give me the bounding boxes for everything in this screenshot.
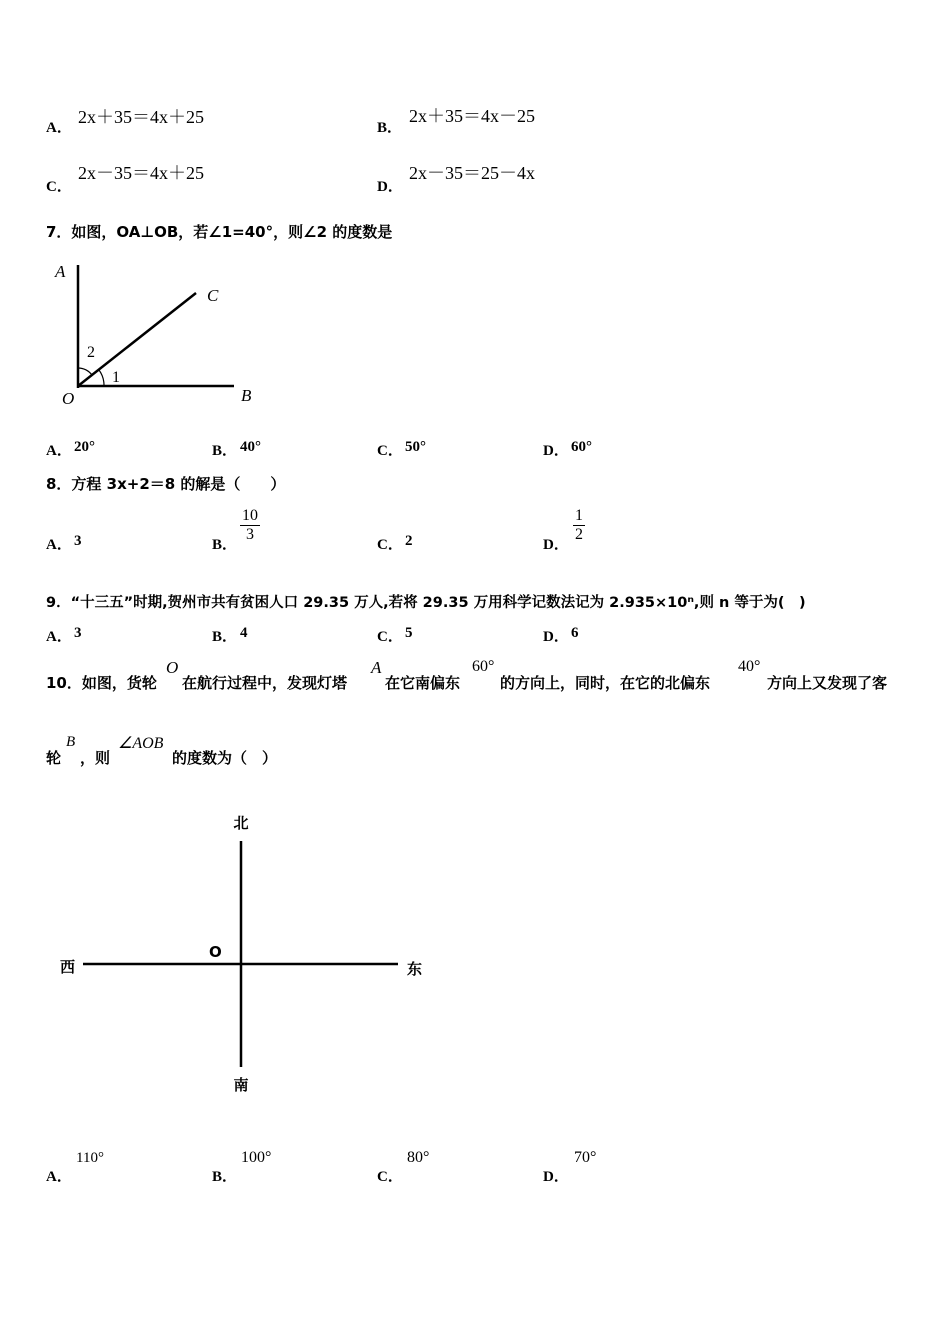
q10-compass-figure xyxy=(50,805,440,1100)
q6-option-d-label: D． xyxy=(377,179,403,195)
q10-stem-part-3: 在它南偏东 xyxy=(385,674,461,692)
origin-label: O xyxy=(209,943,222,961)
q10-option-c-label: C． xyxy=(377,1169,403,1185)
q8-option-d-label: D． xyxy=(543,537,569,553)
q10-option-d-label: D． xyxy=(543,1169,569,1185)
q10-stem-part-5: 方向上又发现了客 xyxy=(767,674,888,692)
q7-option-a-label: A． xyxy=(46,443,72,459)
q6-option-a-equation: 2x＋35＝4x＋25 xyxy=(78,107,204,127)
q6-option-b-label: B． xyxy=(377,120,403,136)
fraction-numerator: 1 xyxy=(575,507,583,524)
q7-option-b-value: 40° xyxy=(240,439,261,455)
q9-stem: 9．“十三五”时期,贺州市共有贫困人口 29.35 万人,若将 29.35 万用科学记数法记为 2.935×10ⁿ,则 n 等于为( ) xyxy=(46,595,806,611)
q10-option-a-value: 110° xyxy=(76,1150,104,1166)
q6-option-b-equation: 2x＋35＝4x－25 xyxy=(409,106,535,126)
q9-option-d-value: 6 xyxy=(571,625,579,641)
q10-stem-part-2: 在航行过程中，发现灯塔 xyxy=(182,674,348,692)
q7-option-d-value: 60° xyxy=(571,439,592,455)
q7-stem: 7．如图，OA⊥OB，若∠1=40°，则∠2 的度数是 xyxy=(46,223,393,241)
east-label: 东 xyxy=(407,960,423,978)
angle-1-arc xyxy=(99,370,104,386)
q10-symbol-a: A xyxy=(371,658,382,677)
q10-angle-40: 40° xyxy=(738,658,761,675)
q9-option-c-label: C． xyxy=(377,629,403,645)
q8-option-a-label: A． xyxy=(46,537,72,553)
angle-1-label: 1 xyxy=(112,369,120,386)
q6-option-c-equation: 2x－35＝4x＋25 xyxy=(78,163,204,183)
q7-angle-figure xyxy=(40,255,270,415)
q7-option-a-value: 20° xyxy=(74,439,95,455)
q6-option-a-label: A． xyxy=(46,120,72,136)
q10-option-c-value: 80° xyxy=(407,1149,430,1166)
point-c-label: C xyxy=(207,286,219,305)
q7-option-b-label: B． xyxy=(212,443,238,459)
q10-option-a-label: A． xyxy=(46,1169,72,1185)
fraction-denominator: 2 xyxy=(575,526,583,543)
q10-option-b-label: B． xyxy=(212,1169,238,1185)
ray-oc xyxy=(78,293,196,386)
q9-option-d-label: D． xyxy=(543,629,569,645)
q10-stem-part-1: 10．如图，货轮 xyxy=(46,674,157,692)
north-label: 北 xyxy=(233,814,249,832)
point-o-label: O xyxy=(62,389,75,408)
q10-stem-part-8: 的度数为（ ） xyxy=(172,749,278,767)
q8-stem: 8．方程 3x+2＝8 的解是（ ） xyxy=(46,475,286,493)
q9-option-b-value: 4 xyxy=(240,625,248,641)
q8-option-b-label: B． xyxy=(212,537,238,553)
q10-stem-part-6: 轮 xyxy=(46,749,62,767)
q10-stem-part-4: 的方向上，同时，在它的北偏东 xyxy=(500,674,711,692)
q9-option-a-value: 3 xyxy=(74,625,82,641)
q10-angle-aob: ∠AOB xyxy=(118,735,164,752)
south-label: 南 xyxy=(233,1076,249,1094)
q7-option-c-value: 50° xyxy=(405,439,426,455)
q9-option-c-value: 5 xyxy=(405,625,413,641)
angle-2-arc xyxy=(78,368,92,375)
q10-angle-60: 60° xyxy=(472,658,495,675)
q8-option-c-label: C． xyxy=(377,537,403,553)
q10-option-d-value: 70° xyxy=(574,1149,597,1166)
angle-2-label: 2 xyxy=(87,344,95,361)
q9-option-b-label: B． xyxy=(212,629,238,645)
fraction-denominator: 3 xyxy=(246,526,254,543)
q8-option-b-fraction xyxy=(240,507,260,544)
q10-symbol-o: O xyxy=(166,658,179,677)
q7-option-d-label: D． xyxy=(543,443,569,459)
q8-option-d-fraction xyxy=(573,507,585,544)
q6-option-d-equation: 2x－35＝25－4x xyxy=(409,163,535,183)
q9-option-a-label: A． xyxy=(46,629,72,645)
fraction-numerator: 10 xyxy=(242,507,258,524)
q10-stem-part-7: ，则 xyxy=(80,749,111,767)
q10-symbol-b: B xyxy=(66,734,76,750)
west-label: 西 xyxy=(60,958,76,976)
q8-option-a-value: 3 xyxy=(74,533,82,549)
q6-option-c-label: C． xyxy=(46,179,72,195)
q8-option-c-value: 2 xyxy=(405,533,413,549)
point-b-label: B xyxy=(241,386,252,405)
q10-option-b-value: 100° xyxy=(241,1149,272,1166)
q7-option-c-label: C． xyxy=(377,443,403,459)
point-a-label: A xyxy=(55,262,66,281)
